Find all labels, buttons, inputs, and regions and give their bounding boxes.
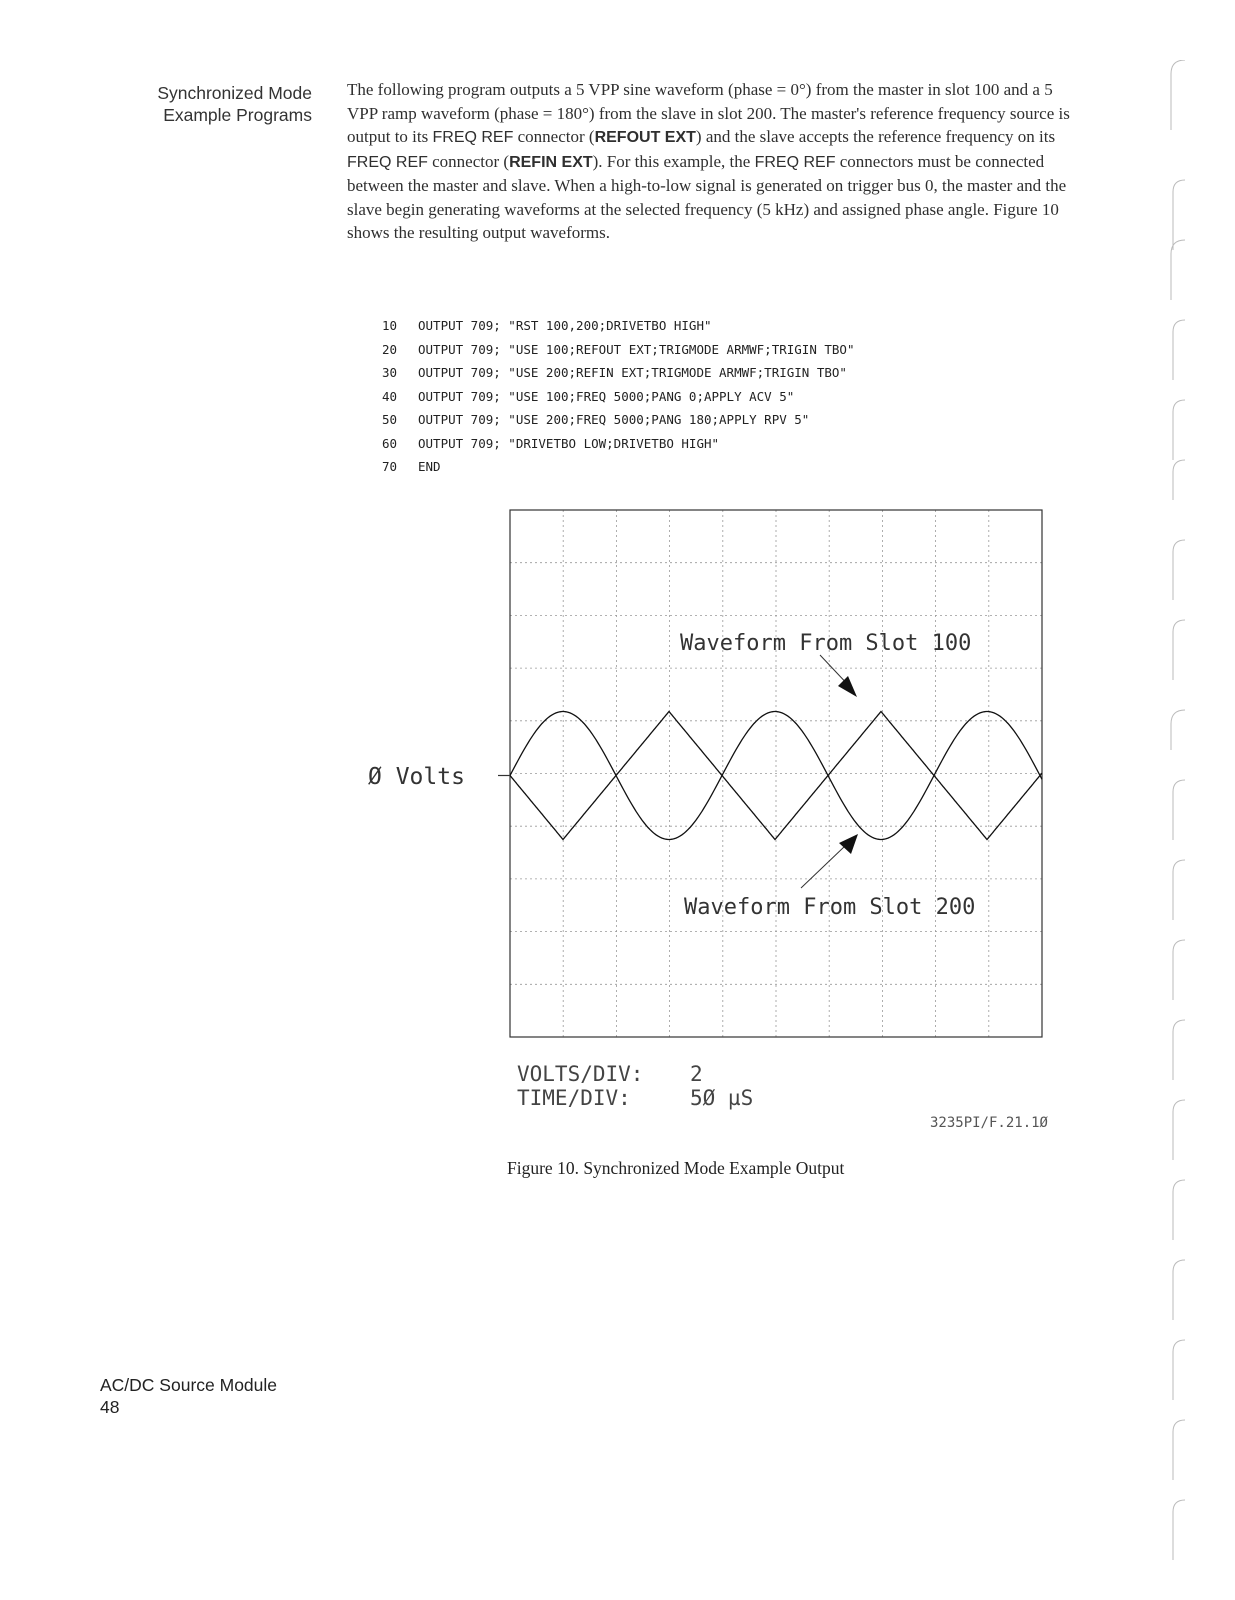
figure-id: 3235PI/F.21.1Ø [929, 1115, 1048, 1131]
intro-text: The following program outputs a 5 VPP sine waveform (phase = 0°) from the master in slot 100 and a 5 VPP ramp waveform (phase = 180°) from the slave in slot 200. The master's reference frequency source is output to its [347, 80, 1070, 146]
section-heading [100, 82, 312, 126]
footer-title: AC/DC Source Module [100, 1375, 278, 1395]
section-heading-line-2: Example Programs [163, 105, 312, 125]
freq-ref-term: FREQ REF [347, 153, 428, 171]
refout-ext-term: REFOUT EXT [594, 129, 696, 146]
program-line: 60 OUTPUT 709; "DRIVETBO LOW;DRIVETBO HIGH" [382, 435, 720, 451]
time-per-div-value: 5Ø µS [690, 1086, 754, 1110]
oscilloscope-plot [360, 500, 1080, 1150]
section-heading-line-1: Synchronized Mode [157, 83, 312, 103]
slot-200-arrow-head [839, 834, 858, 854]
time-per-div-label: TIME/DIV: [517, 1086, 631, 1110]
program-line: 20 OUTPUT 709; "USE 100;REFOUT EXT;TRIGMODE ARMWF;TRIGIN TBO" [382, 341, 855, 357]
volts-per-div-value: 2 [690, 1062, 703, 1086]
freq-ref-term: FREQ REF [432, 129, 514, 146]
intro-text: connector ( [427, 151, 510, 171]
binding-marks [1165, 60, 1187, 1560]
intro-text: ) and the slave accepts the reference frequency on its [695, 127, 1056, 146]
zero-volts-label: Ø Volts [368, 764, 465, 790]
plot-grid [510, 510, 1042, 1037]
page-number: 48 [100, 1397, 120, 1417]
waveform-figure [360, 500, 1080, 1150]
program-line: 10 OUTPUT 709; "RST 100,200;DRIVETBO HIGH" [382, 318, 712, 333]
intro-text: connectors must be connected between the master and slave. When a high-to-low signal is generated on trigger bus 0, the master and the slave begin generating waveforms at the selected frequency (5 kHz) and assigned phase angle. Figure 10 shows the resulting output waveforms. [347, 151, 1067, 242]
slot-100-arrow-head [838, 676, 857, 697]
intro-paragraph [347, 78, 1082, 245]
program-line: 50 OUTPUT 709; "USE 200;FREQ 5000;PANG 180;APPLY RPV 5" [382, 412, 810, 427]
figure-caption: Figure 10. Synchronized Mode Example Output [507, 1158, 845, 1178]
volts-per-div-label: VOLTS/DIV: [517, 1062, 644, 1086]
example-program [382, 314, 855, 479]
slot-200-label: Waveform From Slot 200 [684, 895, 976, 920]
page-footer [100, 1374, 277, 1418]
freq-ref-term: FREQ REF [754, 153, 836, 171]
intro-text: connector ( [513, 127, 595, 146]
program-line: 30 OUTPUT 709; "USE 200;REFIN EXT;TRIGMODE ARMWF;TRIGIN TBO" [382, 365, 847, 380]
intro-text: ). For this example, the [592, 151, 755, 171]
slot-100-label: Waveform From Slot 100 [680, 631, 972, 656]
slot-200-arrow-line [801, 846, 845, 888]
program-line: 40 OUTPUT 709; "USE 100;FREQ 5000;PANG 0;APPLY ACV 5" [382, 388, 795, 404]
refin-ext-term: REFIN EXT [509, 153, 593, 171]
program-line: 70 END [382, 459, 441, 474]
